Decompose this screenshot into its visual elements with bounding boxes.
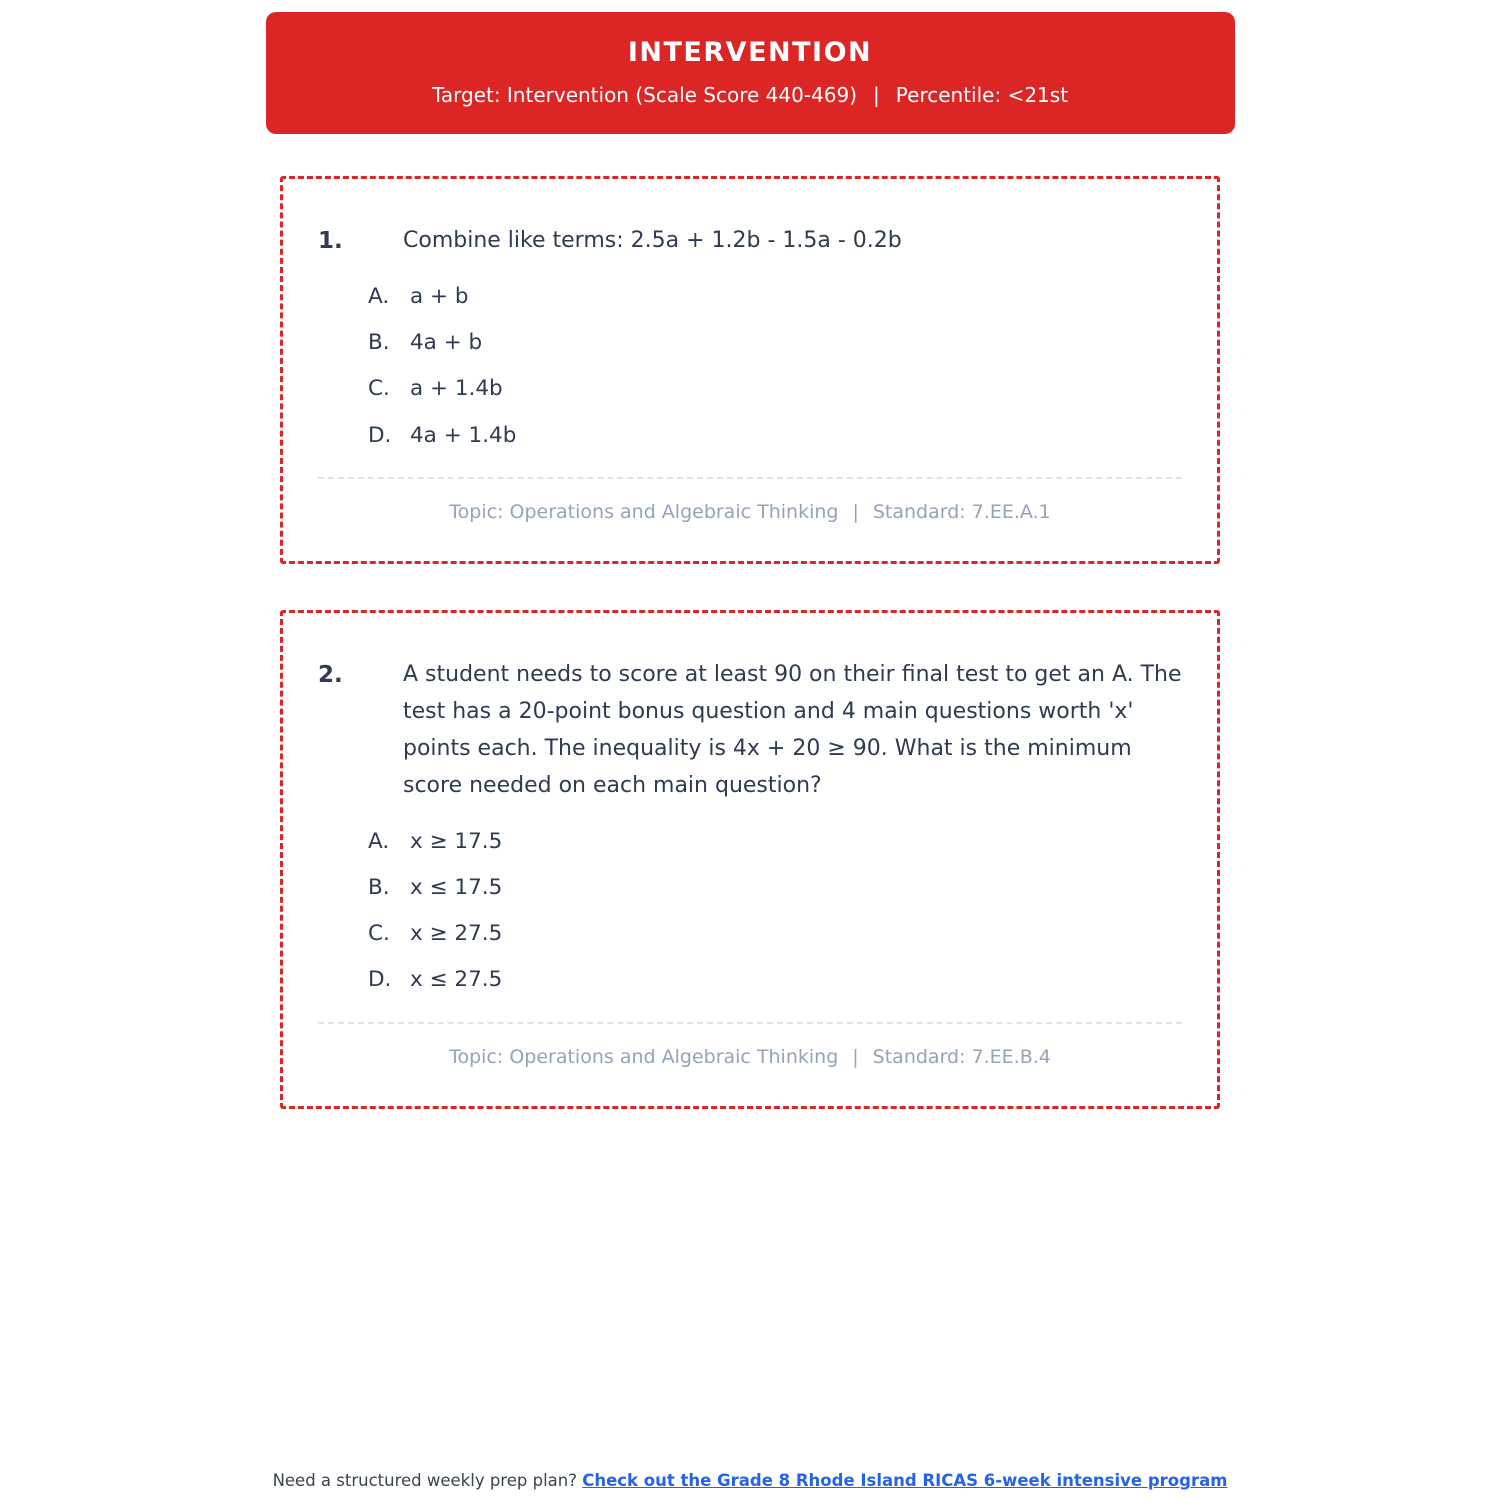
question-number: 1.: [318, 228, 343, 254]
option-letter: A.: [368, 283, 390, 309]
option-letter: B.: [368, 330, 390, 356]
banner-target-label: Target: Intervention (Scale Score 440-469): [431, 83, 858, 107]
footer-cta: [0, 1471, 1500, 1490]
standard-label: Standard: 7.EE.A.1: [872, 500, 1051, 523]
answer-option: [368, 376, 1182, 402]
option-letter: C.: [368, 921, 390, 947]
option-text: a + b: [410, 283, 469, 309]
answer-option: [368, 921, 1182, 947]
banner-percentile-label: Percentile: <21st: [895, 83, 1069, 107]
question-card: [280, 610, 1220, 1109]
footer-program-link[interactable]: Check out the Grade 8 Rhode Island RICAS 6-week intensive program: [582, 1471, 1228, 1490]
options-list: [368, 829, 1182, 994]
topic-standard-separator: |: [852, 1045, 859, 1068]
option-text: 4a + b: [410, 330, 483, 356]
question-number: 2.: [318, 661, 343, 688]
topic-label: Topic: Operations and Algebraic Thinking: [449, 1045, 839, 1068]
topic-standard-line: [318, 479, 1182, 535]
banner-title: INTERVENTION: [627, 37, 873, 68]
question-row: [318, 657, 1182, 805]
question-card: [280, 176, 1220, 564]
option-letter: B.: [368, 874, 390, 900]
question-row: [318, 223, 1182, 260]
option-text: x ≤ 27.5: [410, 967, 503, 993]
footer-prompt: Need a structured weekly prep plan?: [272, 1471, 583, 1490]
topic-standard-separator: |: [852, 500, 859, 523]
option-letter: D.: [368, 967, 392, 993]
intervention-banner: [266, 12, 1235, 134]
answer-option: [368, 875, 1182, 901]
answer-option: [368, 284, 1182, 310]
answer-option: [368, 967, 1182, 993]
option-text: 4a + 1.4b: [410, 422, 517, 448]
question-text: A student needs to score at least 90 on their final test to get an A. The test has a 20-point bonus question and 4 main questions worth 'x' points each. The inequality is 4x + 20 ≥ 90. What is the minimum score needed on each main question?: [403, 661, 1182, 798]
option-text: a + 1.4b: [410, 376, 503, 402]
option-text: x ≥ 17.5: [410, 828, 503, 854]
options-list: [368, 284, 1182, 449]
topic-standard-line: [318, 1024, 1182, 1080]
topic-label: Topic: Operations and Algebraic Thinking: [449, 500, 839, 523]
questions-section: [0, 176, 1500, 1109]
option-letter: A.: [368, 828, 390, 854]
answer-option: [368, 423, 1182, 449]
option-letter: C.: [368, 376, 390, 402]
option-text: x ≥ 27.5: [410, 921, 503, 947]
option-text: x ≤ 17.5: [410, 874, 503, 900]
standard-label: Standard: 7.EE.B.4: [872, 1045, 1051, 1068]
answer-option: [368, 829, 1182, 855]
answer-option: [368, 330, 1182, 356]
question-text: Combine like terms: 2.5a + 1.2b - 1.5a - 0.2b: [403, 228, 902, 253]
banner-subtitle: [276, 83, 1225, 107]
option-letter: D.: [368, 422, 392, 448]
banner-separator: |: [873, 83, 880, 107]
